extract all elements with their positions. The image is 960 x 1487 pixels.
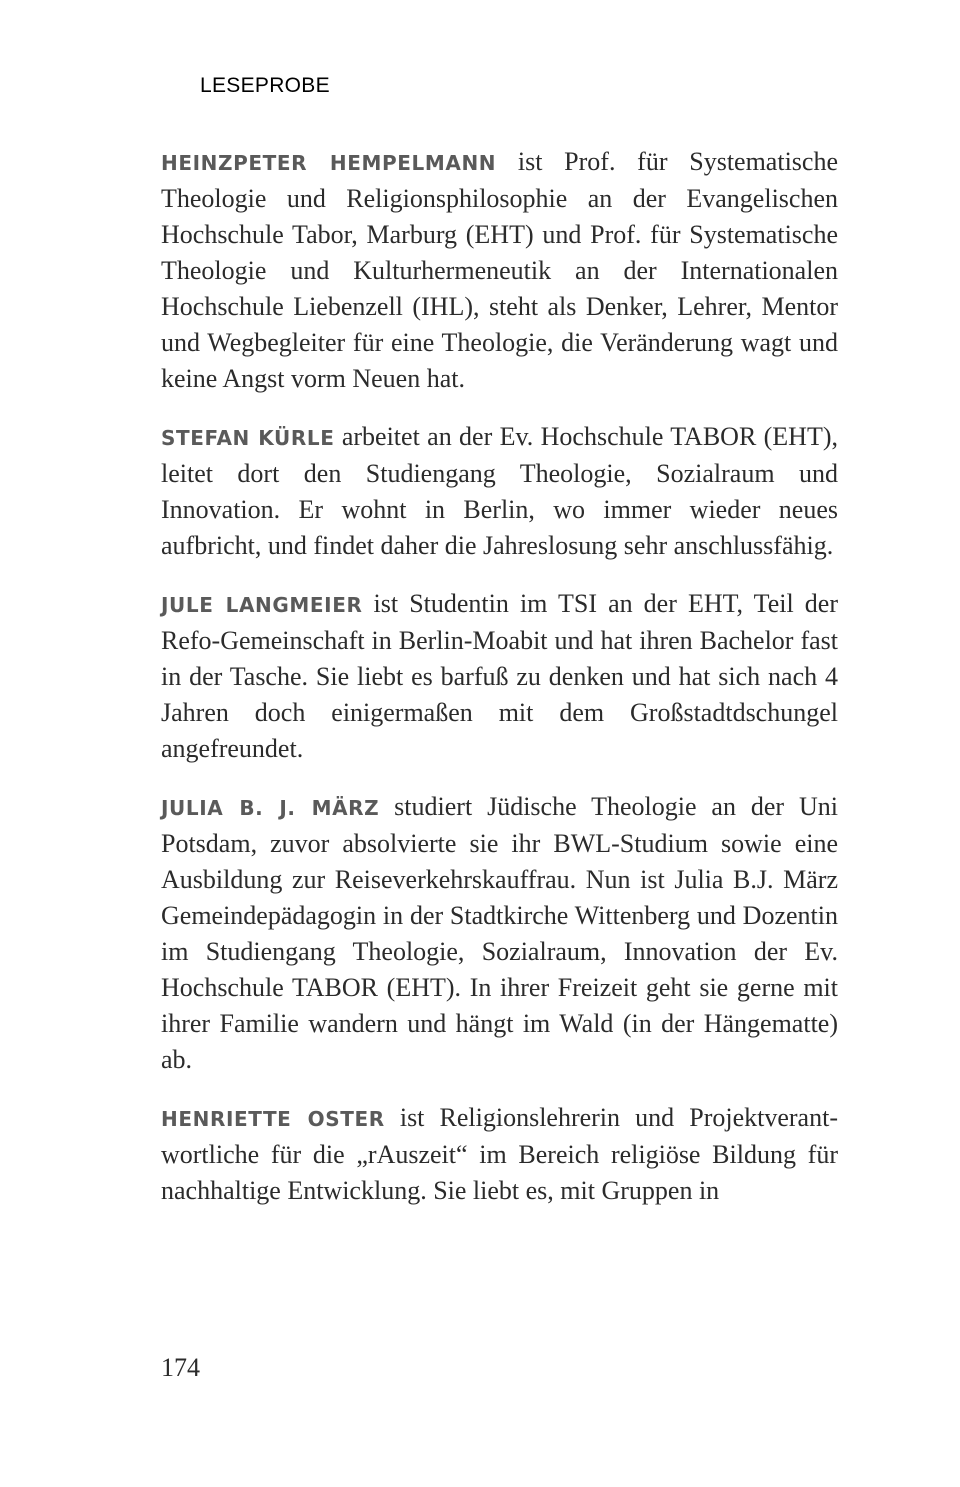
bio-paragraph: [161, 789, 838, 1078]
bio-name: HEINZPETER HEMPELMANN: [161, 151, 497, 175]
bio-text: ist Prof. für Systematische Theologie und Religionsphilosophie an der Evangelischen Hochschule Tabor, Marburg (EHT) und Prof. für Systematische Theologie und Kulturhermeneutik an der Internationalen Hochschule Liebenzell (IHL), steht als Denker, Lehrer, Mentor und Wegbegleiter für eine Theologie, die Veränderung wagt und keine Angst vorm Neuen hat.: [161, 147, 838, 393]
bio-text: ist Studentin im TSI an der EHT, Teil der Refo-Gemeinschaft in Berlin-Moabit und hat ihren Bachelor fast in der Tasche. Sie liebt es barfuß zu denken und hat sich nach 4 Jahren doch einigermaßen mit dem Großstadtdschungel angefreundet.: [161, 589, 838, 763]
bio-name: STEFAN KÜRLE: [161, 426, 335, 450]
bio-name: HENRIETTE OSTER: [161, 1107, 385, 1131]
page-number: 174: [161, 1353, 200, 1382]
bio-paragraph: [161, 1100, 838, 1209]
bio-text: studiert Jüdische Theologie an der Uni Potsdam, zuvor absolvierte sie ihr BWL-Studium sowie eine Ausbildung zur Reiseverkehrskauffrau. Nun ist Julia B.J. März Gemeindepädagogin in der Stadtkirche Wittenberg und Dozentin im Studiengang Theologie, Sozialraum, Innovation der Ev. Hochschule TABOR (EHT). In ihrer Freizeit geht sie gerne mit ihrer Familie wandern und hängt im Wald (in der Hängematte) ab.: [161, 792, 838, 1074]
bio-text: arbeitet an der Ev. Hochschule TABOR (EHT), leitet dort den Studiengang Theologie, Sozialraum und Innovation. Er wohnt in Berlin, wo immer wieder neues aufbricht, und findet daher die Jahreslosung sehr anschlussfähig.: [161, 422, 838, 560]
author-bios: [161, 144, 838, 1231]
bio-name: JULIA B. J. MÄRZ: [161, 796, 380, 820]
bio-paragraph: [161, 144, 838, 397]
bio-name: JULE LANGMEIER: [161, 593, 363, 617]
page-header-label: LESEPROBE: [200, 74, 330, 97]
bio-text: ist Religionslehrerin und Projektverantwortliche für die „rAuszeit“ im Bereich religiöse Bildung für nachhaltige Entwicklung. Sie liebt es, mit Gruppen in: [161, 1103, 838, 1205]
bio-paragraph: [161, 419, 838, 564]
bio-paragraph: [161, 586, 838, 767]
